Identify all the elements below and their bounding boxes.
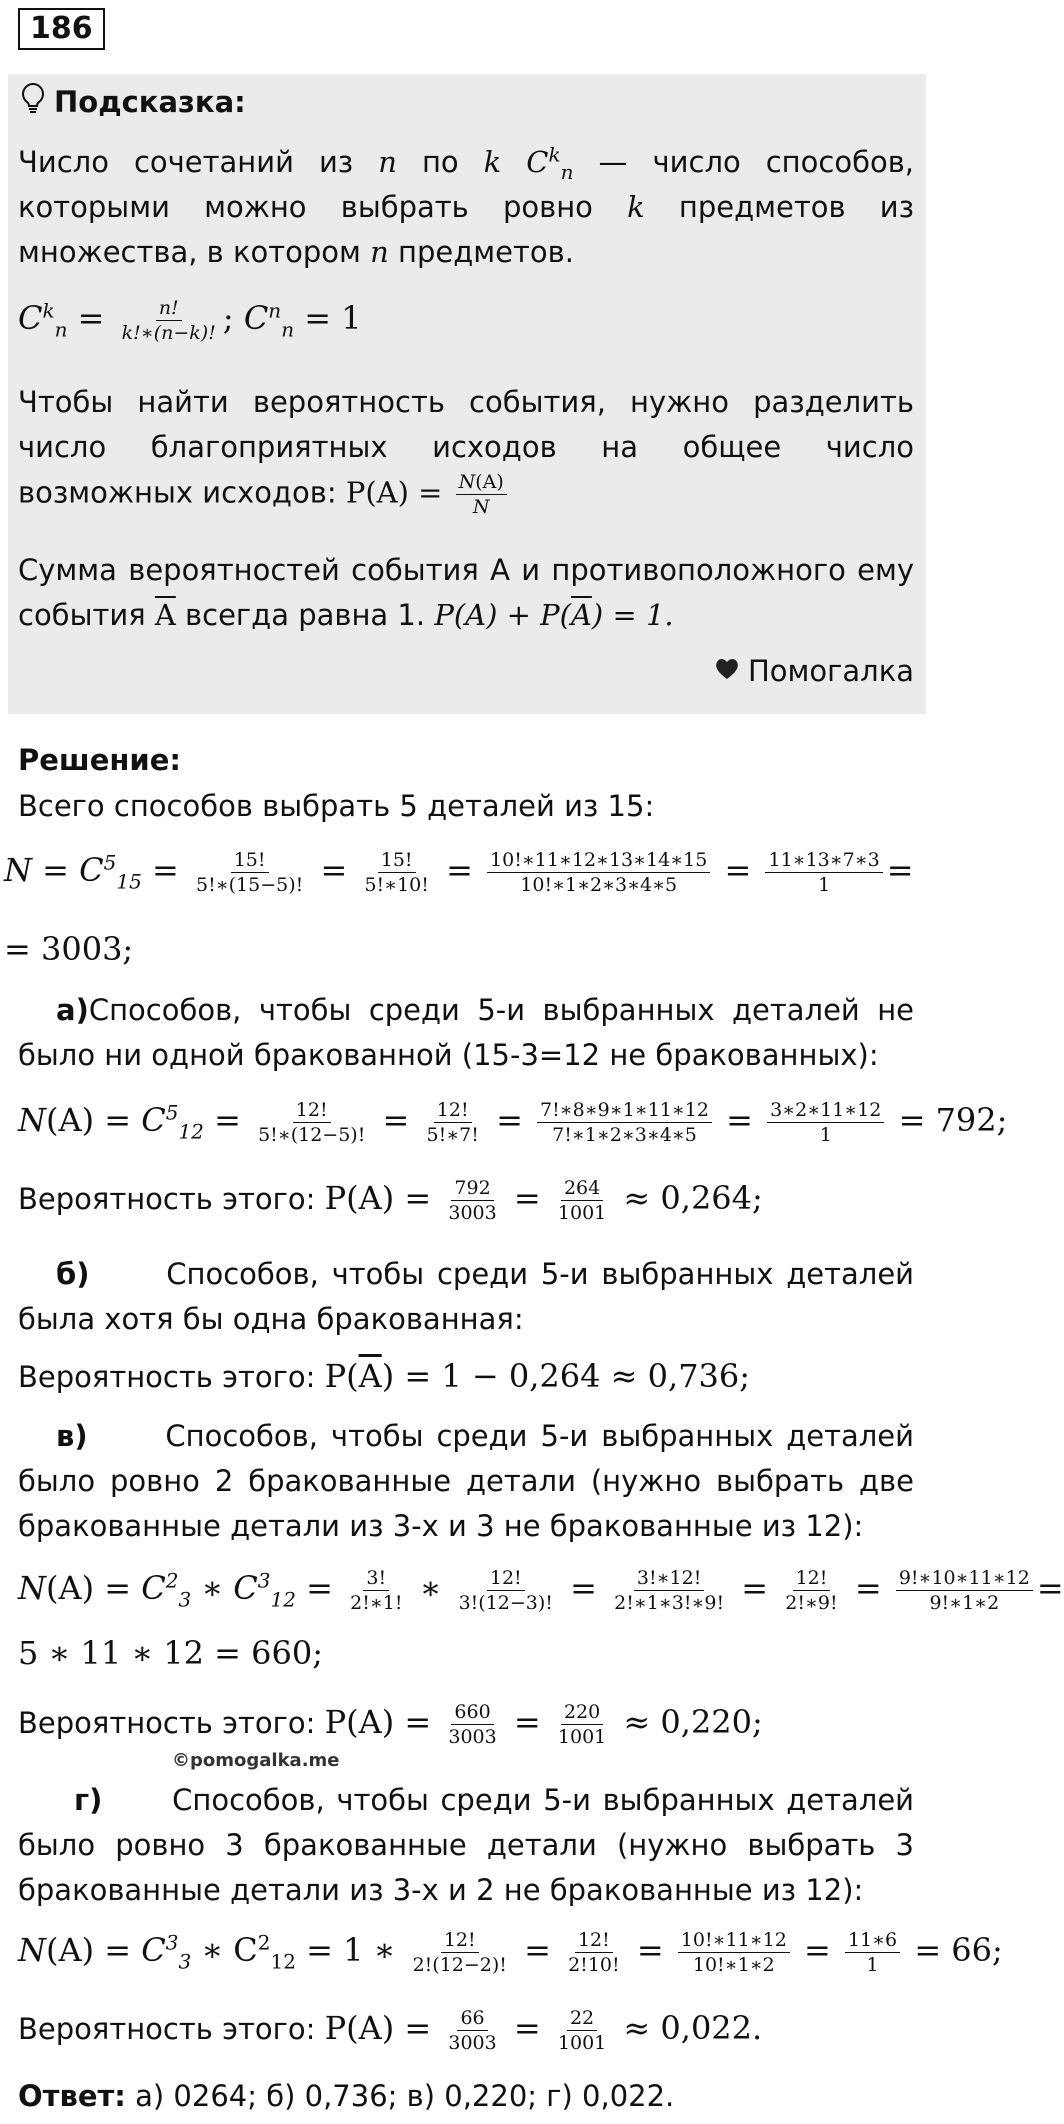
probability-b: Вероятность этого: $P(\overline{A}) = 1 - 0,264 \approx 0,736$;	[18, 1357, 751, 1395]
hint-complement-text: Сумма вероятностей события А и противоположного ему события $\overline{A}$ всегда равна 1. $P(A) + P(\overline{A}) = 1$.	[18, 553, 914, 632]
formula-c-result: 5 ∗ 11 ∗ 12 = 660;	[18, 1634, 323, 1672]
answer-line: Ответ: а) 0264; б) 0,736; в) 0,220; г) 0,022.	[18, 2079, 675, 2113]
solution-title: Решение:	[18, 743, 182, 777]
probability-a: Вероятность этого: P(A) = $\frac{792}{3003}$ = $\frac{264}{1001}$ ≈ 0,264;	[18, 1177, 763, 1224]
probability-c: Вероятность этого: P(A) = $\frac{660}{3003}$ = $\frac{220}{1001}$ ≈ 0,220;	[18, 1701, 763, 1748]
hint-combinations-text: Число сочетаний из n по k $C^k_n$ — число способов, которыми можно выбрать ровно k предметов из множества, в котором n предметов.	[18, 142, 915, 269]
part-b-text: б) Способов, чтобы среди 5-и выбранных деталей была хотя бы одна бракованная:	[18, 1257, 915, 1336]
task-number: 186	[18, 8, 105, 50]
solution-intro: Всего способов выбрать 5 деталей из 15:	[18, 789, 655, 823]
formula-total: $N = C^5_{15}$ = $\frac{15!}{5!∗(15-5)!}$ = $\frac{15!}{5!∗10!}$ = $\frac{10!∗11∗12∗13∗14∗15}{10!∗1∗2∗3∗4∗5}$ = $\frac{11∗13∗7∗3}{1}$ =	[4, 849, 914, 896]
combinations-formula: $C^k_n$ = $\frac{n!}{k!∗(n-k)!}$ ; $C^n_n = 1$	[18, 297, 362, 344]
brand-label: Помогалка	[714, 654, 914, 688]
part-c-text: в) Способов, чтобы среди 5-и выбранных деталей было ровно 2 бракованные детали (нужно выбрать две бракованные детали из 3-х и 3 не бракованные из 12):	[18, 1419, 914, 1543]
formula-c: $N(A) = C^2_3$ ∗ $C^3_{12}$ = $\frac{3!}{2!∗1!}$ ∗ $\frac{12!}{3!(12-3)!}$ = $\frac{3!∗12!}{2!∗1∗3!∗9!}$ = $\frac{12!}{2!∗9!}$ = $\frac{9!∗10∗11∗12}{9!∗1∗2}$ =	[18, 1567, 1064, 1614]
part-d-text: г) Способов, чтобы среди 5-и выбранных деталей было ровно 3 бракованные детали (нужно выбрать 3 бракованные детали из 3-х и 2 не бракованные из 12):	[18, 1783, 915, 1907]
watermark: ©pomogalka.me	[172, 1750, 340, 1771]
formula-d: $N(A) = C^3_3$ ∗ $C^2_{12} = 1$ ∗ $\frac{12!}{2!(12-2)!}$ = $\frac{12!}{2!10!}$ = $\frac{10!∗11∗12}{10!∗1∗2}$ = $\frac{11∗6}{1}$ = 66;	[18, 1929, 1003, 1976]
probability-d: Вероятность этого: P(A) = $\frac{66}{3003}$ = $\frac{22}{1001}$ ≈ 0,022.	[18, 2007, 763, 2054]
hint-title: Подсказка:	[20, 82, 246, 121]
hint-probability-text: Чтобы найти вероятность события, нужно разделить число благоприятных исходов на общее число возможных исходов: P(A) = $\frac{N(A)}{N}$	[18, 385, 914, 518]
part-a-text: а)Способов, чтобы среди 5-и выбранных деталей не было ни одной бракованной (15-3=12 не бракованных):	[18, 993, 914, 1072]
heart-icon	[714, 654, 740, 688]
lightbulb-icon	[20, 82, 46, 121]
formula-a: $N(A) = C^5_{12}$ = $\frac{12!}{5!∗(12-5)!}$ = $\frac{12!}{5!∗7!}$ = $\frac{7!∗8∗9∗1∗11∗12}{7!∗1∗2∗3∗4∗5}$ = $\frac{3∗2∗11∗12}{1}$ = 792;	[18, 1099, 1008, 1146]
formula-total-result: = 3003;	[4, 930, 134, 968]
